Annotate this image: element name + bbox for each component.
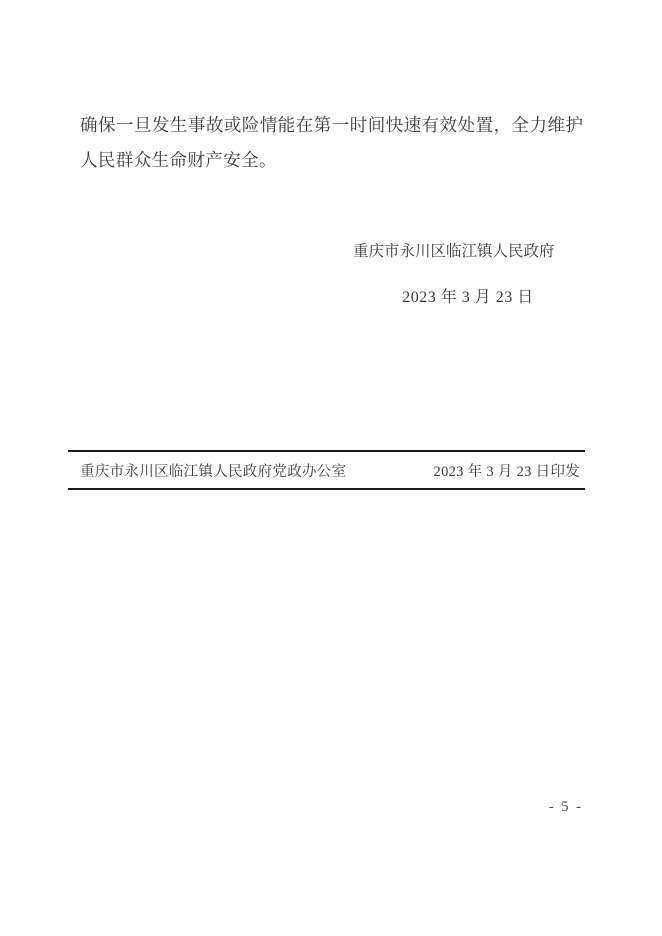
body-line-2: 人民群众生命财产安全。 xyxy=(80,150,277,170)
imprint-office: 重庆市永川区临江镇人民政府党政办公室 xyxy=(80,463,347,480)
imprint-print-date: 2023 年 3 月 23 日印发 xyxy=(433,463,580,480)
imprint-bar xyxy=(68,450,585,490)
page-number: - 5 - xyxy=(548,799,583,815)
signature-date: 2023 年 3 月 23 日 xyxy=(402,289,534,306)
body-line-1: 确保一旦发生事故或险情能在第一时间快速有效处置，全力维护 xyxy=(80,115,583,135)
signature-issuer: 重庆市永川区临江镇人民政府 xyxy=(353,243,555,260)
body-paragraph xyxy=(80,108,583,178)
